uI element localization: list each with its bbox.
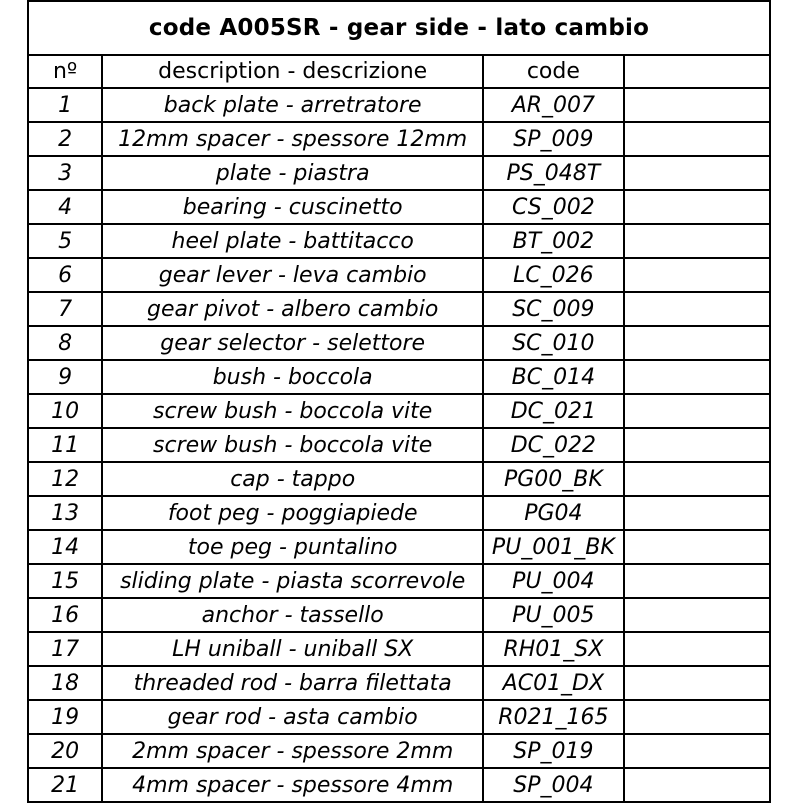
row-description: gear selector - selettore (102, 326, 483, 360)
row-extra (624, 530, 770, 564)
table-row (28, 734, 770, 768)
header-description: description - descrizione (102, 55, 483, 88)
row-code: DC_022 (483, 428, 623, 462)
row-extra (624, 258, 770, 292)
row-number: 7 (28, 292, 102, 326)
row-code: PU_005 (483, 598, 623, 632)
row-extra (624, 734, 770, 768)
row-number: 1 (28, 88, 102, 122)
parts-sheet (27, 0, 771, 800)
table-row (28, 598, 770, 632)
title-row (28, 1, 770, 55)
row-number: 11 (28, 428, 102, 462)
row-number: 4 (28, 190, 102, 224)
row-number: 8 (28, 326, 102, 360)
row-code: PG00_BK (483, 462, 623, 496)
row-description: screw bush - boccola vite (102, 428, 483, 462)
row-code: SP_019 (483, 734, 623, 768)
parts-table (27, 0, 771, 803)
table-row (28, 700, 770, 734)
row-number: 18 (28, 666, 102, 700)
row-description: sliding plate - piasta scorrevole (102, 564, 483, 598)
row-extra (624, 700, 770, 734)
row-extra (624, 564, 770, 598)
row-code: AR_007 (483, 88, 623, 122)
row-number: 17 (28, 632, 102, 666)
row-code: DC_021 (483, 394, 623, 428)
row-code: RH01_SX (483, 632, 623, 666)
row-description: gear rod - asta cambio (102, 700, 483, 734)
row-description: back plate - arretratore (102, 88, 483, 122)
row-number: 5 (28, 224, 102, 258)
row-number: 2 (28, 122, 102, 156)
row-extra (624, 462, 770, 496)
table-row (28, 326, 770, 360)
row-description: cap - tappo (102, 462, 483, 496)
table-row (28, 462, 770, 496)
row-extra (624, 666, 770, 700)
row-description: threaded rod - barra filettata (102, 666, 483, 700)
table-row (28, 258, 770, 292)
row-extra (624, 598, 770, 632)
row-code: AC01_DX (483, 666, 623, 700)
table-row (28, 122, 770, 156)
row-extra (624, 292, 770, 326)
row-description: gear lever - leva cambio (102, 258, 483, 292)
table-row (28, 530, 770, 564)
row-number: 10 (28, 394, 102, 428)
table-row (28, 394, 770, 428)
row-extra (624, 496, 770, 530)
row-number: 9 (28, 360, 102, 394)
row-extra (624, 428, 770, 462)
row-number: 19 (28, 700, 102, 734)
table-row (28, 428, 770, 462)
row-extra (624, 190, 770, 224)
table-row (28, 292, 770, 326)
row-extra (624, 88, 770, 122)
row-description: 4mm spacer - spessore 4mm (102, 768, 483, 802)
row-code: BT_002 (483, 224, 623, 258)
table-row (28, 88, 770, 122)
row-code: PU_004 (483, 564, 623, 598)
row-code: PG04 (483, 496, 623, 530)
row-number: 13 (28, 496, 102, 530)
row-extra (624, 632, 770, 666)
table-row (28, 632, 770, 666)
row-code: PU_001_BK (483, 530, 623, 564)
table-row (28, 564, 770, 598)
table-row (28, 496, 770, 530)
row-description: gear pivot - albero cambio (102, 292, 483, 326)
row-number: 14 (28, 530, 102, 564)
row-number: 16 (28, 598, 102, 632)
row-description: anchor - tassello (102, 598, 483, 632)
row-extra (624, 224, 770, 258)
row-description: bush - boccola (102, 360, 483, 394)
table-row (28, 360, 770, 394)
table-row (28, 666, 770, 700)
row-description: heel plate - battitacco (102, 224, 483, 258)
row-description: 12mm spacer - spessore 12mm (102, 122, 483, 156)
row-number: 6 (28, 258, 102, 292)
header-number: nº (28, 55, 102, 88)
row-description: toe peg - puntalino (102, 530, 483, 564)
row-number: 21 (28, 768, 102, 802)
table-title: code A005SR - gear side - lato cambio (28, 1, 770, 55)
row-code: PS_048T (483, 156, 623, 190)
row-code: LC_026 (483, 258, 623, 292)
table-row (28, 768, 770, 802)
row-code: SP_004 (483, 768, 623, 802)
row-code: CS_002 (483, 190, 623, 224)
row-code: BC_014 (483, 360, 623, 394)
header-extra (624, 55, 770, 88)
table-row (28, 156, 770, 190)
row-extra (624, 394, 770, 428)
row-code: SC_009 (483, 292, 623, 326)
row-code: R021_165 (483, 700, 623, 734)
row-number: 20 (28, 734, 102, 768)
row-description: LH uniball - uniball SX (102, 632, 483, 666)
row-description: bearing - cuscinetto (102, 190, 483, 224)
row-description: foot peg - poggiapiede (102, 496, 483, 530)
row-number: 3 (28, 156, 102, 190)
row-code: SC_010 (483, 326, 623, 360)
row-extra (624, 122, 770, 156)
row-extra (624, 768, 770, 802)
row-extra (624, 360, 770, 394)
header-code: code (483, 55, 623, 88)
row-extra (624, 156, 770, 190)
table-row (28, 190, 770, 224)
row-description: plate - piastra (102, 156, 483, 190)
table-row (28, 224, 770, 258)
row-number: 15 (28, 564, 102, 598)
row-number: 12 (28, 462, 102, 496)
row-description: 2mm spacer - spessore 2mm (102, 734, 483, 768)
header-row (28, 55, 770, 88)
row-extra (624, 326, 770, 360)
row-description: screw bush - boccola vite (102, 394, 483, 428)
row-code: SP_009 (483, 122, 623, 156)
